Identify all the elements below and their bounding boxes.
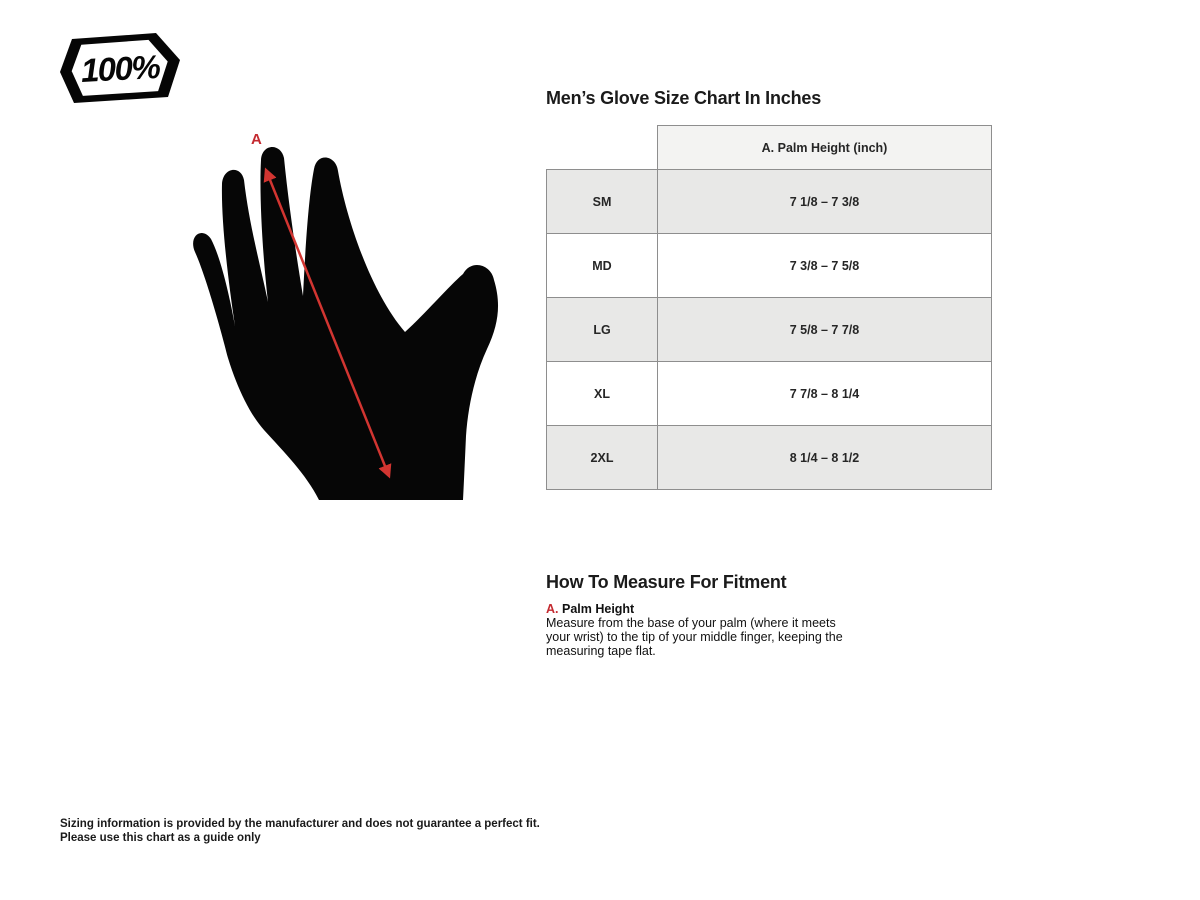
disclaimer-line-1: Sizing information is provided by the manufacturer and does not guarantee a perfect fit. xyxy=(60,818,540,830)
table-row-sm xyxy=(547,170,992,234)
brand-logo xyxy=(58,30,182,106)
table-header-palm-height: A. Palm Height (inch) xyxy=(658,126,992,170)
range-cell: 8 1/4 – 8 1/2 xyxy=(658,426,992,490)
measure-a-description: Measure from the base of your palm (where it meets your wrist) to the tip of your middle finger, keeping the measuring tape flat. xyxy=(546,616,843,658)
size-chart-title: Men’s Glove Size Chart In Inches xyxy=(546,88,822,108)
range-cell: 7 3/8 – 7 5/8 xyxy=(658,234,992,298)
table-header-blank-cell xyxy=(547,126,658,170)
size-cell: SM xyxy=(547,170,658,234)
size-cell: XL xyxy=(547,362,658,426)
table-row-lg xyxy=(547,298,992,362)
size-cell: 2XL xyxy=(547,426,658,490)
glove-measurement-figure xyxy=(178,128,508,508)
measure-a-key: A. xyxy=(546,602,559,616)
how-to-measure-title: How To Measure For Fitment xyxy=(546,572,787,592)
range-cell: 7 7/8 – 8 1/4 xyxy=(658,362,992,426)
measure-a-heading xyxy=(546,602,866,616)
hand-silhouette-path xyxy=(193,147,498,500)
measure-a-name: Palm Height xyxy=(561,602,635,616)
brand-logo-text: 100% xyxy=(79,47,161,90)
brand-logo-badge-icon xyxy=(58,30,182,106)
measure-a-label: A xyxy=(251,131,262,148)
table-row-2xl xyxy=(547,426,992,490)
size-chart-table xyxy=(546,125,992,490)
table-row-md xyxy=(547,234,992,298)
table-row-xl xyxy=(547,362,992,426)
disclaimer-line-2: Please use this chart as a guide only xyxy=(60,832,261,844)
how-to-measure-section xyxy=(546,572,866,658)
hand-silhouette-icon xyxy=(178,128,508,508)
sizing-disclaimer xyxy=(60,817,540,845)
size-cell: LG xyxy=(547,298,658,362)
range-cell: 7 5/8 – 7 7/8 xyxy=(658,298,992,362)
size-cell: MD xyxy=(547,234,658,298)
range-cell: 7 1/8 – 7 3/8 xyxy=(658,170,992,234)
table-header-row xyxy=(547,126,992,170)
